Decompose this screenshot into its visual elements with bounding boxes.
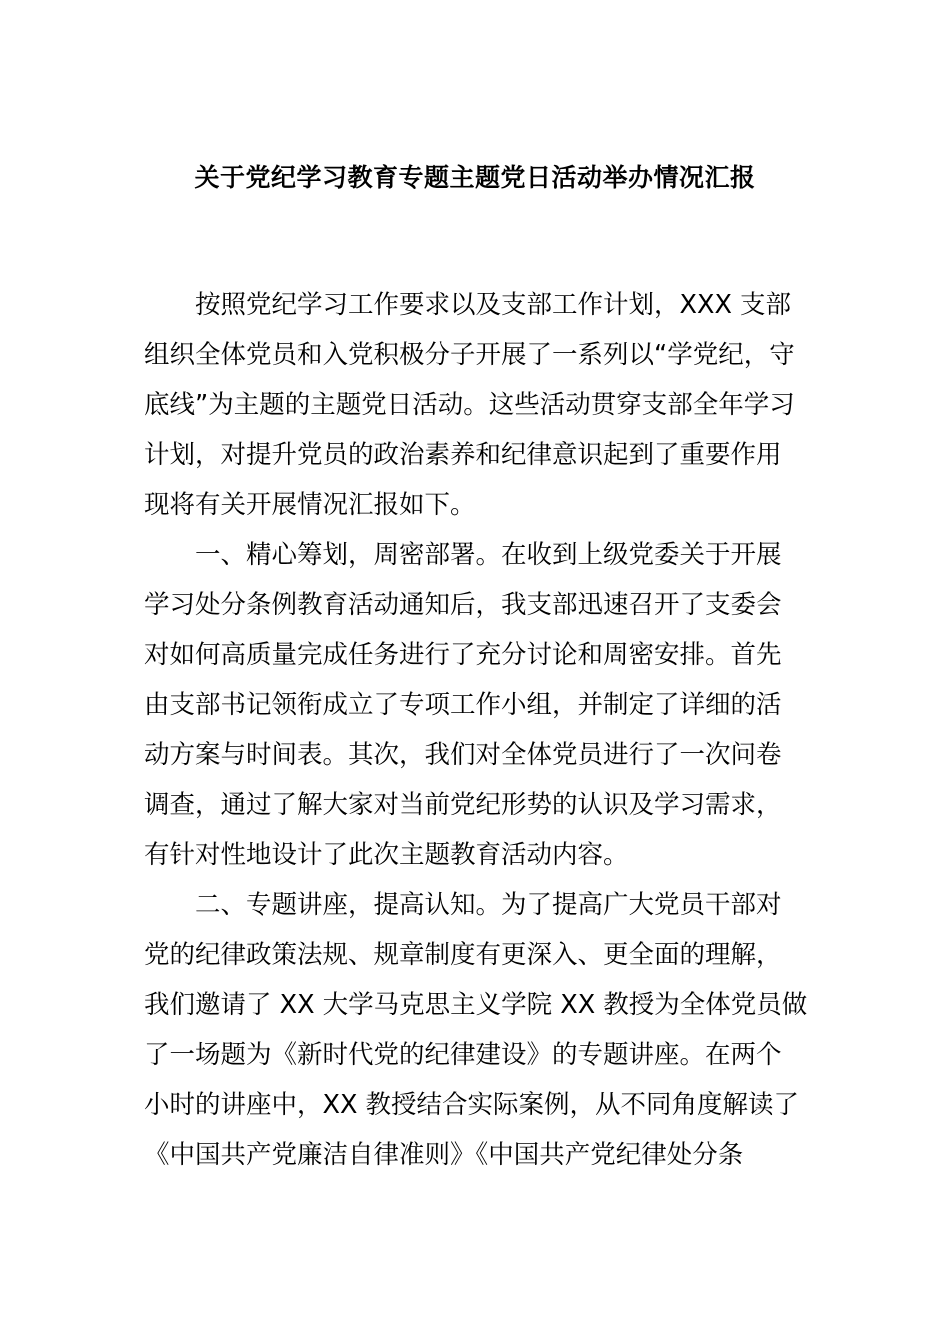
- document-body: [144, 280, 806, 1180]
- document-title: 关于党纪学习教育专题主题党日活动举办情况汇报: [194, 163, 756, 192]
- paragraph-2-line-2: 学习处分条例教育活动通知后，我支部迅速召开了支委会: [144, 590, 782, 620]
- paragraph-1-line-3: 底线”为主题的主题党日活动。这些活动贯穿支部全年学习: [144, 390, 795, 420]
- paragraph-3-line-1: 二、专题讲座，提高认知。为了提高广大党员干部对: [195, 890, 782, 920]
- paragraph-1-line-4: 计划，对提升党员的政治素养和纪律意识起到了重要作用: [144, 440, 782, 470]
- paragraph-2-line-6: 调查，通过了解大家对当前党纪形势的认识及学习需求，: [144, 790, 782, 820]
- paragraph-1-line-1: 按照党纪学习工作要求以及支部工作计划，XXX 支部: [195, 290, 792, 320]
- paragraph-2-line-5: 动方案与时间表。其次，我们对全体党员进行了一次问卷: [144, 740, 782, 770]
- paragraph-1-line-2: 组织全体党员和入党积极分子开展了一系列以“学党纪，守: [144, 340, 795, 370]
- paragraph-3-line-5: 小时的讲座中，XX 教授结合实际案例，从不同角度解读了: [144, 1090, 800, 1120]
- paragraph-2-line-1: 一、精心筹划，周密部署。在收到上级党委关于开展: [195, 540, 782, 570]
- paragraph-3-line-2: 党的纪律政策法规、规章制度有更深入、更全面的理解，: [144, 940, 782, 970]
- paragraph-2-line-4: 由支部书记领衔成立了专项工作小组，并制定了详细的活: [144, 690, 782, 720]
- paragraph-2-line-3: 对如何高质量完成任务进行了充分讨论和周密安排。首先: [144, 640, 782, 670]
- paragraph-1-line-5: 现将有关开展情况汇报如下。: [144, 490, 476, 520]
- paragraph-2-line-7: 有针对性地设计了此次主题教育活动内容。: [144, 840, 629, 870]
- paragraph-3-line-6: 《中国共产党廉洁自律准则》《中国共产党纪律处分条: [144, 1140, 744, 1170]
- paragraph-3-line-3: 我们邀请了 XX 大学马克思主义学院 XX 教授为全体党员做: [144, 990, 808, 1020]
- paragraph-3-line-4: 了一场题为《新时代党的纪律建设》的专题讲座。在两个: [144, 1040, 782, 1070]
